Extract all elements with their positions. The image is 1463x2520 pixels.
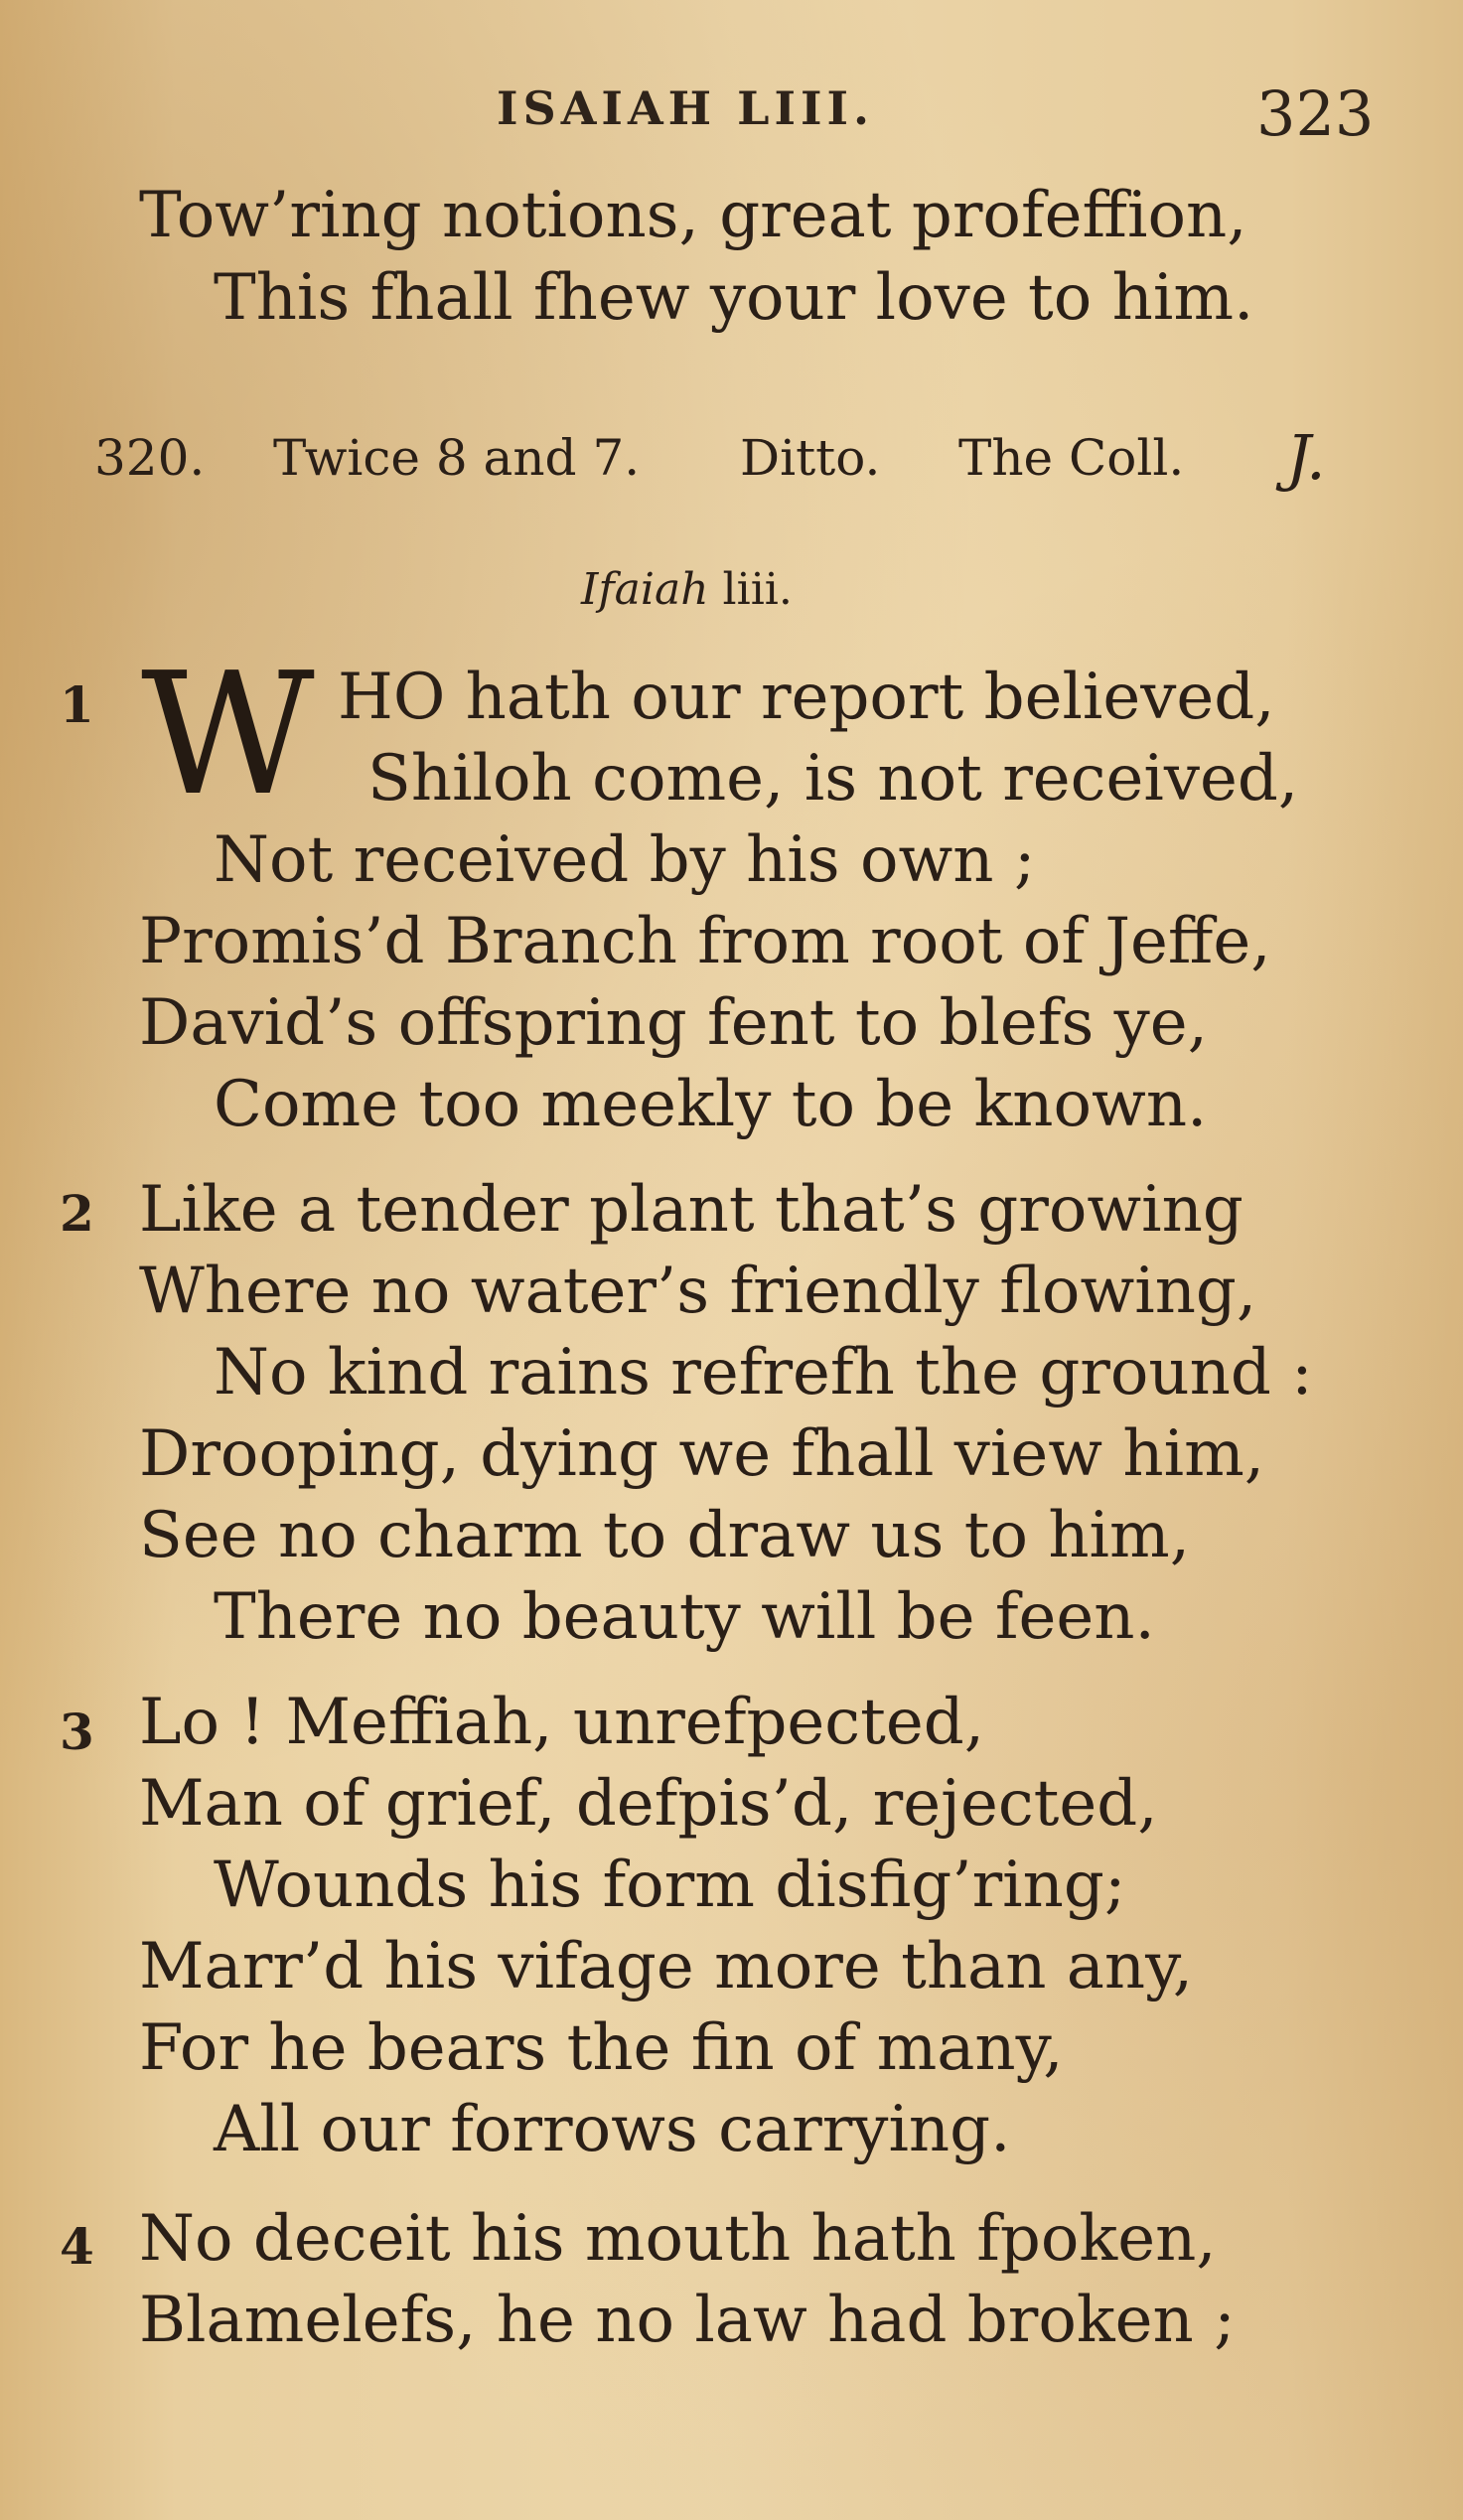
verse-line: Shiloh come, is not received,: [367, 742, 1299, 815]
subtitle-book: Ifaiah: [581, 564, 709, 615]
verse-line: This fhall fhew your love to him.: [214, 261, 1254, 335]
stanza-number: 3: [60, 1703, 94, 1761]
verse-line: For he bears the fin of many,: [139, 2011, 1064, 2085]
hymn-source: The Coll.: [958, 429, 1185, 487]
page-number: 323: [1256, 77, 1375, 150]
verse-line: HO hath our report believed,: [338, 661, 1275, 734]
verse-line: No kind rains refrefh the ground :: [214, 1336, 1313, 1409]
verse-line: Come too meekly to be known.: [214, 1068, 1208, 1141]
stanza-number: 1: [60, 675, 94, 734]
hymn-meter: Twice 8 and 7.: [273, 429, 641, 487]
drop-cap-letter: W: [141, 637, 315, 833]
verse-line: Like a tender plant that’s growing: [139, 1173, 1244, 1247]
verse-line: Drooping, dying we fhall view him,: [139, 1417, 1265, 1491]
verse-line: No deceit his mouth hath fpoken,: [139, 2202, 1217, 2276]
verse-line: Lo ! Meffiah, unrefpected,: [139, 1686, 985, 1759]
hymn-number: 320.: [94, 429, 206, 487]
verse-line: Wounds his form disfig’ring;: [214, 1849, 1126, 1922]
stanza-number: 4: [60, 2217, 94, 2276]
verse-line: Promis’d Branch from root of Jeffe,: [139, 905, 1271, 978]
verse-line: Man of grief, defpis’d, rejected,: [139, 1767, 1158, 1841]
hymn-tune: Ditto.: [740, 429, 881, 487]
verse-line: There no beauty will be feen.: [214, 1580, 1155, 1654]
hymn-author-mark: J.: [1286, 421, 1326, 494]
verse-line: Where no water’s friendly flowing,: [139, 1255, 1257, 1328]
verse-line: See no charm to draw us to him,: [139, 1499, 1191, 1572]
verse-line: David’s offspring fent to blefs ye,: [139, 986, 1208, 1060]
verse-line: All our forrows carrying.: [214, 2093, 1011, 2166]
verse-line: Tow’ring notions, great profeffion,: [139, 179, 1247, 252]
stanza-number: 2: [60, 1184, 94, 1243]
subtitle-chapter: liii.: [722, 564, 793, 615]
verse-line: Marr’d his vifage more than any,: [139, 1930, 1194, 2003]
running-title: ISAIAH LIII.: [497, 81, 875, 135]
verse-line: Not received by his own ;: [214, 823, 1036, 897]
hymn-heading: [94, 421, 1356, 494]
verse-line: Blamelefs, he no law had broken ;: [139, 2284, 1236, 2357]
hymn-subtitle: [581, 564, 793, 615]
